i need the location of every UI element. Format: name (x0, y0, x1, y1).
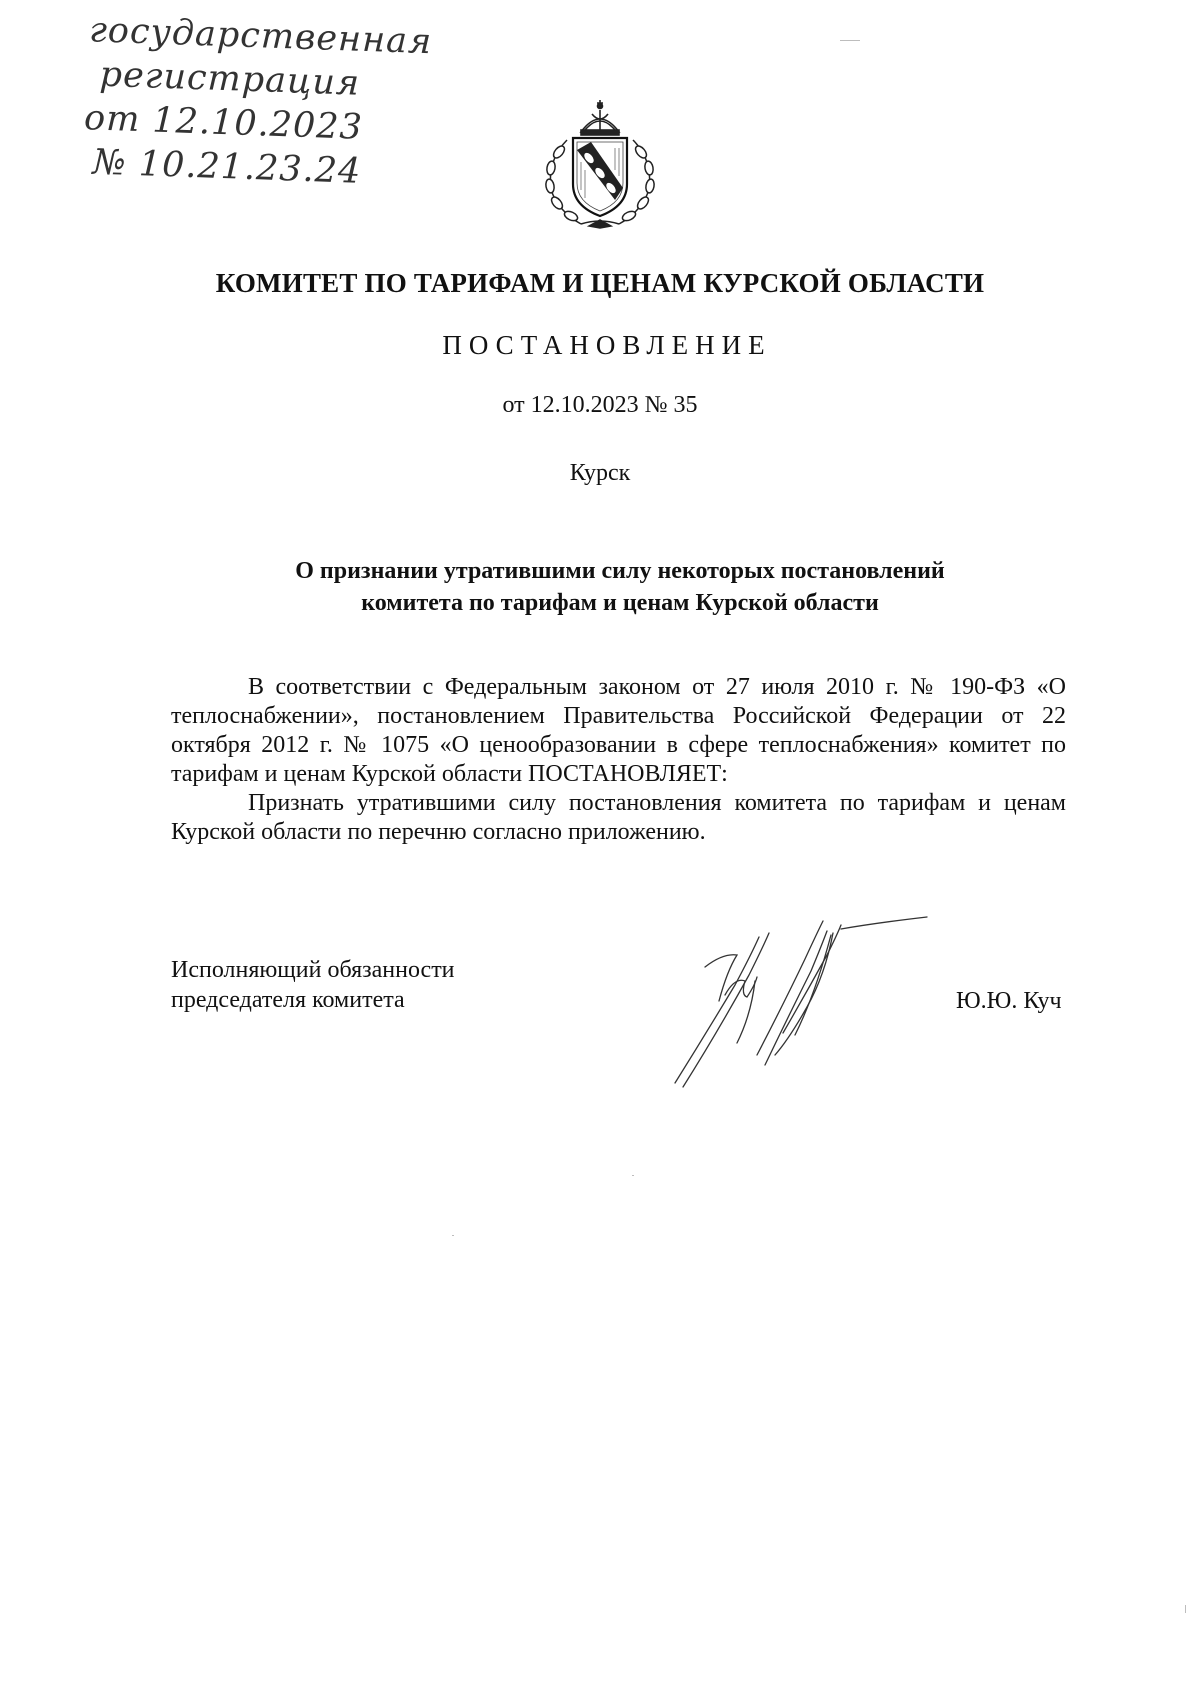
document-city: Курск (569, 460, 631, 486)
scan-speck (1185, 1605, 1186, 1613)
registration-note-line: № 10.21.23.24 (91, 142, 362, 192)
document-date-number: от 12.10.2023 № 35 (502, 392, 698, 418)
scan-speck (632, 1175, 634, 1176)
subject-line: комитета по тарифам и ценам Курской области (361, 590, 879, 616)
body-paragraph: Признать утратившими силу постановления комитета по тарифам и ценам Курской области по перечню согласно приложению. (171, 790, 1066, 845)
body-paragraph: В соответствии с Федеральным законом от 27 июля 2010 г. № 190-ФЗ «О теплоснабжении», постановлением Правительства Российской Федерации от 22 октября 2012 г. № 1075 «О ценообразовании в сфере теплоснабжения» комитет по тарифам и ценам Курской области ПОСТАНОВЛЯЕТ: (171, 674, 1066, 787)
document-type: ПОСТАНОВЛЕНИЕ (442, 330, 772, 360)
registration-note-line: регистрация (98, 54, 361, 104)
registration-note-line: государственная (88, 10, 433, 63)
subject-line: О признании утратившими силу некоторых постановлений (295, 558, 945, 584)
scan-speck (840, 40, 860, 41)
scan-speck (452, 1235, 454, 1236)
signer-position-line: председателя комитета (171, 987, 405, 1013)
kursk-coat-of-arms-icon (537, 100, 663, 230)
document-subject (170, 555, 1070, 619)
registration-note-line: от 12.10.2023 (83, 98, 364, 148)
signer-position-line: Исполняющий обязанности (171, 957, 455, 983)
document-body (171, 673, 1066, 847)
signer-position (171, 955, 455, 1015)
organization-title: КОМИТЕТ ПО ТАРИФАМ И ЦЕНАМ КУРСКОЙ ОБЛАСТИ (215, 268, 985, 298)
handwritten-registration-note (76, 8, 433, 195)
handwritten-signature-icon (665, 915, 955, 1090)
signer-name: Ю.Ю. Куч (956, 988, 1062, 1014)
